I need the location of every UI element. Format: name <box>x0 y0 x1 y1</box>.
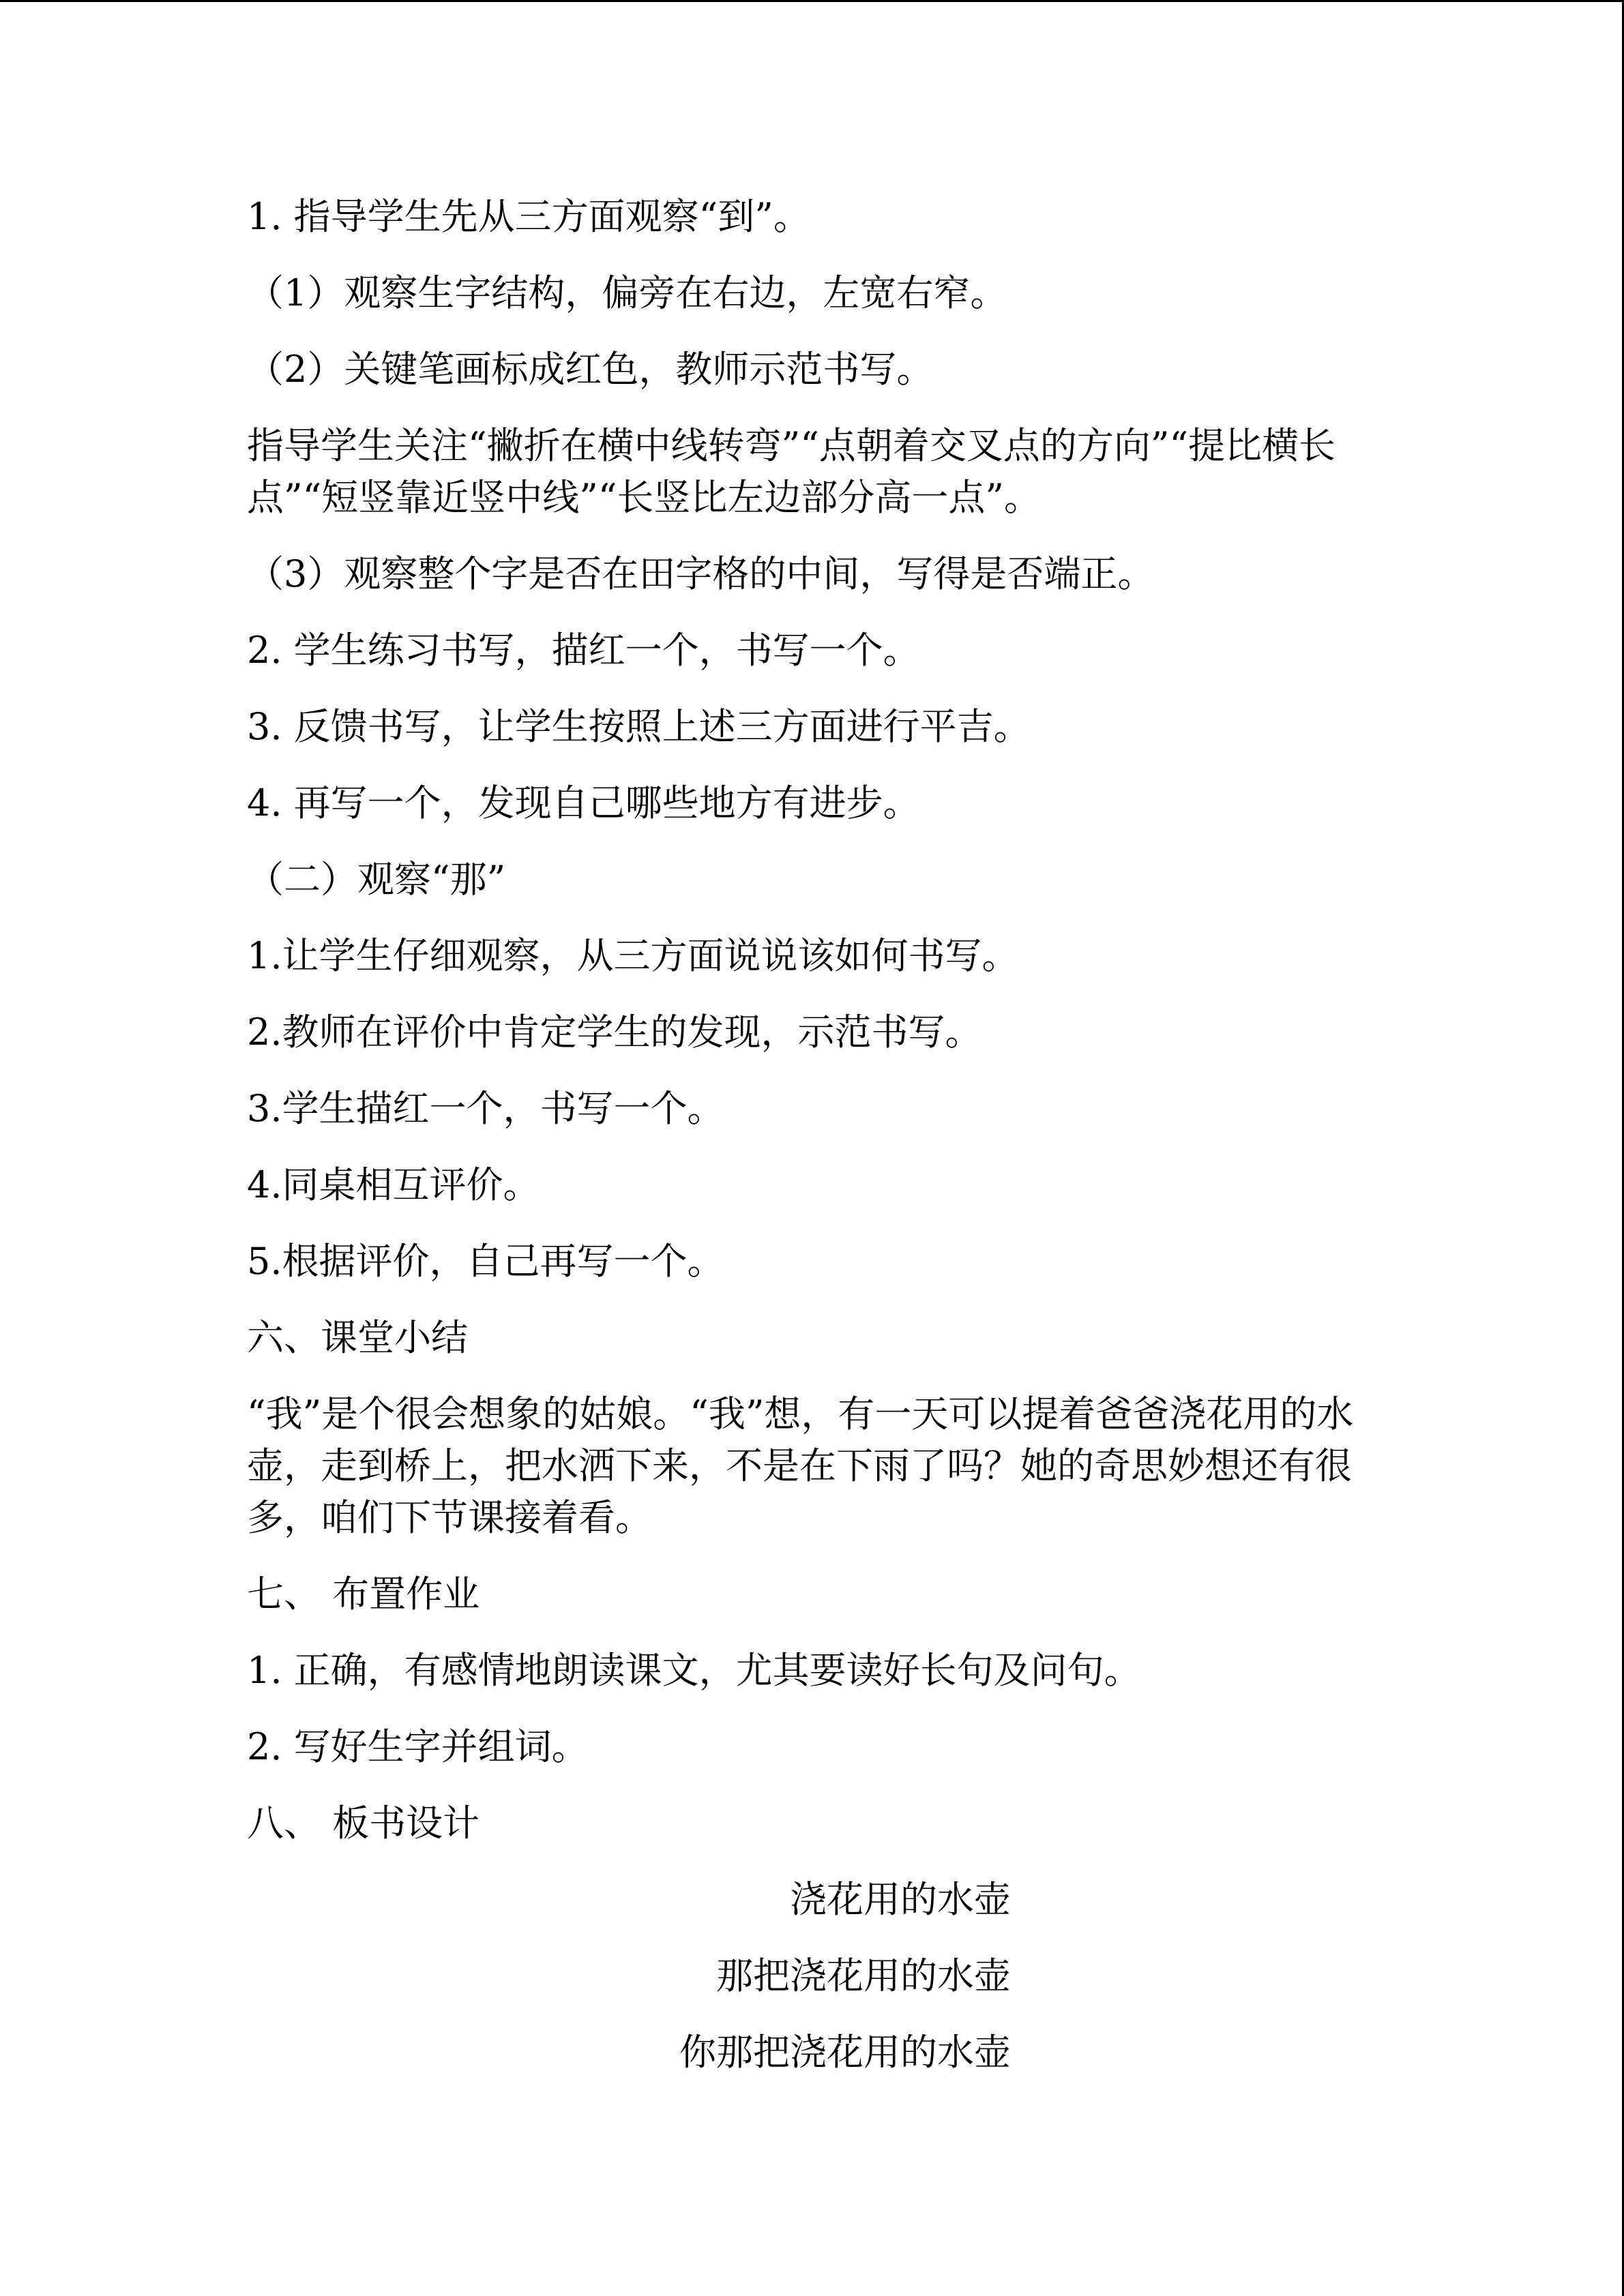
paragraph: 1. 指导学生先从三方面观察“到”。 <box>247 195 810 238</box>
section-heading: 七、 布置作业 <box>247 1572 480 1615</box>
paragraph: （3）观察整个字是否在田字格的中间，写得是否端正。 <box>247 552 1155 595</box>
paragraph: 4. 再写一个，发现自己哪些地方有进步。 <box>247 781 920 824</box>
paragraph: “我”是个很会想象的姑娘。“我”想，有一天可以提着爸爸浇花用的水壶，走到桥上，把水洒下来，不是在下雨了吗？她的奇思妙想还有很多，咱们下节课接着看。 <box>247 1392 1354 1539</box>
paragraph: 4.同桌相互评价。 <box>247 1163 540 1206</box>
document-body <box>247 191 1365 2103</box>
paragraph: 2. 学生练习书写，描红一个，书写一个。 <box>247 629 920 672</box>
board-design <box>247 1874 1365 2078</box>
paragraph: 2.教师在评价中肯定学生的发现，示范书写。 <box>247 1011 982 1054</box>
paragraph: 2. 写好生字并组词。 <box>247 1725 589 1768</box>
board-line: 浇花用的水壶 <box>790 1878 1011 1921</box>
paragraph: 指导学生关注“撇折在横中线转弯”“点朝着交叉点的方向”“提比横长点”“短竖靠近竖中线”“长竖比左边部分高一点”。 <box>247 424 1336 519</box>
paragraph: 3. 反馈书写，让学生按照上述三方面进行平吉。 <box>247 705 1031 748</box>
board-line: 那把浇花用的水壶 <box>716 1954 1011 1997</box>
paragraph: （1）观察生字结构，偏旁在右边，左宽右窄。 <box>247 271 1007 314</box>
section-heading: 八、 板书设计 <box>247 1802 480 1845</box>
section-heading: （二）观察“那” <box>247 858 506 901</box>
paragraph: 3.学生描红一个，书写一个。 <box>247 1087 724 1130</box>
paragraph: 1.让学生仔细观察，从三方面说说该如何书写。 <box>247 934 1019 977</box>
paragraph: （2）关键笔画标成红色，教师示范书写。 <box>247 348 934 391</box>
paragraph: 1. 正确，有感情地朗读课文，尤其要读好长句及问句。 <box>247 1649 1141 1692</box>
section-heading: 六、课堂小结 <box>247 1316 468 1359</box>
board-line: 你那把浇花用的水壶 <box>679 2031 1011 2074</box>
paragraph: 5.根据评价，自己再写一个。 <box>247 1240 724 1283</box>
